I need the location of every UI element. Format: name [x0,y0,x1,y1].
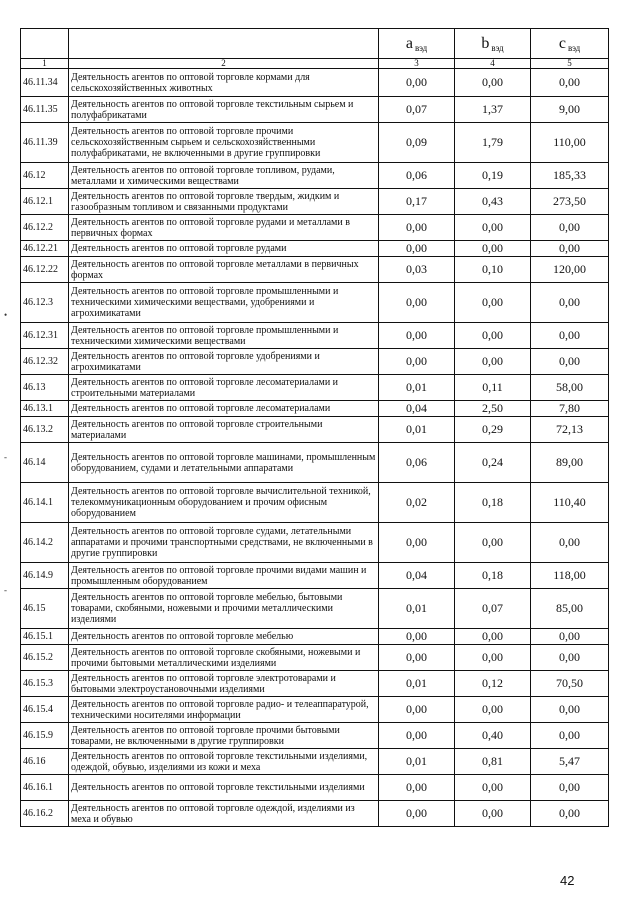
table-row [21,723,609,749]
row-value-a: 0,01 [379,589,455,629]
column-number: 5 [531,59,609,69]
row-value-a: 0,17 [379,189,455,215]
table-row [21,69,609,97]
row-name: Деятельность агентов по оптовой торговле рудами [69,241,379,257]
table-row [21,97,609,123]
row-value-a: 0,00 [379,629,455,645]
row-code: 46.16 [21,749,69,775]
row-value-c: 0,00 [531,349,609,375]
margin-mark: - [4,452,7,462]
row-value-c: 5,47 [531,749,609,775]
row-name: Деятельность агентов по оптовой торговле удобрениями и агрохимикатами [69,349,379,375]
row-code: 46.14.1 [21,483,69,523]
row-value-b: 1,37 [455,97,531,123]
table-row [21,323,609,349]
row-code: 46.14.2 [21,523,69,563]
row-name: Деятельность агентов по оптовой торговле электротоварами и бытовыми электроустановочными изделиями [69,671,379,697]
row-code: 46.15.4 [21,697,69,723]
row-code: 46.12.3 [21,283,69,323]
row-name: Деятельность агентов по оптовой торговле текстильными изделиями, одеждой, обувью, изделиями из кожи и меха [69,749,379,775]
row-code: 46.12.22 [21,257,69,283]
row-name: Деятельность агентов по оптовой торговле прочими видами машин и промышленным оборудованием [69,563,379,589]
header-c [531,29,609,59]
row-code: 46.12 [21,163,69,189]
row-value-c: 0,00 [531,723,609,749]
row-name: Деятельность агентов по оптовой торговле скобяными, ножевыми и прочими бытовыми металлическими изделиями [69,645,379,671]
table-row [21,443,609,483]
header-b-label: b [481,34,490,52]
row-name: Деятельность агентов по оптовой торговле металлами в первичных формах [69,257,379,283]
table-row [21,629,609,645]
row-value-c: 120,00 [531,257,609,283]
row-value-c: 0,00 [531,69,609,97]
row-value-c: 0,00 [531,215,609,241]
row-code: 46.13 [21,375,69,401]
row-code: 46.11.35 [21,97,69,123]
row-value-a: 0,06 [379,443,455,483]
row-value-a: 0,04 [379,401,455,417]
table-row [21,523,609,563]
row-code: 46.14.9 [21,563,69,589]
row-value-b: 0,12 [455,671,531,697]
row-value-a: 0,00 [379,69,455,97]
row-value-a: 0,00 [379,801,455,827]
row-code: 46.15.1 [21,629,69,645]
header-b [455,29,531,59]
row-code: 46.15 [21,589,69,629]
table-row [21,775,609,801]
row-value-c: 110,00 [531,123,609,163]
row-name: Деятельность агентов по оптовой торговле текстильным сырьем и полуфабрикатами [69,97,379,123]
header-a [379,29,455,59]
table-row [21,671,609,697]
row-value-b: 0,00 [455,697,531,723]
row-value-b: 0,18 [455,563,531,589]
row-value-b: 1,79 [455,123,531,163]
row-value-c: 0,00 [531,801,609,827]
table-row [21,283,609,323]
row-code: 46.11.34 [21,69,69,97]
table-row [21,483,609,523]
row-value-b: 0,07 [455,589,531,629]
table-row [21,189,609,215]
row-value-b: 0,00 [455,241,531,257]
table-row [21,749,609,775]
row-value-b: 2,50 [455,401,531,417]
table-row [21,215,609,241]
row-value-c: 0,00 [531,697,609,723]
row-value-b: 0,24 [455,443,531,483]
row-value-a: 0,00 [379,723,455,749]
row-value-a: 0,01 [379,749,455,775]
row-value-c: 72,13 [531,417,609,443]
column-number: 3 [379,59,455,69]
row-value-c: 7,80 [531,401,609,417]
table-row [21,801,609,827]
row-value-b: 0,10 [455,257,531,283]
row-value-c: 85,00 [531,589,609,629]
row-value-a: 0,00 [379,283,455,323]
header-name [69,29,379,59]
row-value-c: 185,33 [531,163,609,189]
row-value-b: 0,00 [455,323,531,349]
row-value-a: 0,02 [379,483,455,523]
table-row [21,645,609,671]
table-row [21,589,609,629]
row-value-c: 0,00 [531,775,609,801]
row-value-a: 0,00 [379,775,455,801]
row-value-a: 0,03 [379,257,455,283]
row-name: Деятельность агентов по оптовой торговле мебелью, бытовыми товарами, скобяными, ножевыми и прочими металлическими изделиями [69,589,379,629]
row-value-b: 0,00 [455,349,531,375]
row-value-c: 273,50 [531,189,609,215]
row-value-b: 0,40 [455,723,531,749]
row-name: Деятельность агентов по оптовой торговле радио- и телеаппаратурой, техническими носителями информации [69,697,379,723]
row-code: 46.12.21 [21,241,69,257]
header-c-label: c [558,34,566,52]
row-value-a: 0,00 [379,323,455,349]
row-code: 46.12.32 [21,349,69,375]
column-number: 2 [69,59,379,69]
row-value-b: 0,43 [455,189,531,215]
row-code: 46.15.3 [21,671,69,697]
header-a-label: a [405,34,413,52]
document-page [20,28,608,827]
row-name: Деятельность агентов по оптовой торговле вычислительной техникой, телекоммуникационным оборудованием и прочим офисным оборудованием [69,483,379,523]
table-row [21,349,609,375]
table-row [21,563,609,589]
row-value-b: 0,29 [455,417,531,443]
table-row [21,257,609,283]
row-code: 46.12.1 [21,189,69,215]
row-value-a: 0,00 [379,241,455,257]
header-code [21,29,69,59]
row-code: 46.13.1 [21,401,69,417]
table-body [21,69,609,827]
row-value-c: 0,00 [531,323,609,349]
header-b-subscript: вэд [491,42,504,53]
row-value-a: 0,00 [379,523,455,563]
table-row [21,417,609,443]
row-value-b: 0,81 [455,749,531,775]
table-row [21,241,609,257]
row-value-a: 0,09 [379,123,455,163]
column-number: 1 [21,59,69,69]
row-name: Деятельность агентов по оптовой торговле машинами, промышленным оборудованием, судами и летательными аппаратами [69,443,379,483]
row-value-b: 0,11 [455,375,531,401]
table-row [21,163,609,189]
row-value-c: 89,00 [531,443,609,483]
row-code: 46.15.9 [21,723,69,749]
row-value-b: 0,00 [455,645,531,671]
column-number: 4 [455,59,531,69]
row-value-b: 0,00 [455,523,531,563]
row-name: Деятельность агентов по оптовой торговле одеждой, изделиями из меха и обувью [69,801,379,827]
table-row [21,697,609,723]
row-value-c: 70,50 [531,671,609,697]
row-name: Деятельность агентов по оптовой торговле промышленными и техническими химическими веществами, удобрениями и агрохимикатами [69,283,379,323]
row-code: 46.12.31 [21,323,69,349]
row-value-a: 0,00 [379,697,455,723]
row-name: Деятельность агентов по оптовой торговле рудами и металлами в первичных формах [69,215,379,241]
row-value-b: 0,19 [455,163,531,189]
table-row [21,375,609,401]
row-value-c: 0,00 [531,241,609,257]
row-value-c: 9,00 [531,97,609,123]
column-number-row [21,59,609,69]
row-value-c: 0,00 [531,523,609,563]
row-value-a: 0,00 [379,645,455,671]
row-value-c: 0,00 [531,629,609,645]
row-value-a: 0,04 [379,563,455,589]
row-name: Деятельность агентов по оптовой торговле прочими бытовыми товарами, не включенными в другие группировки [69,723,379,749]
row-name: Деятельность агентов по оптовой торговле текстильными изделиями [69,775,379,801]
table-row [21,401,609,417]
table-header-row [21,29,609,59]
row-value-c: 118,00 [531,563,609,589]
row-value-b: 0,00 [455,69,531,97]
row-value-a: 0,06 [379,163,455,189]
row-value-b: 0,18 [455,483,531,523]
row-name: Деятельность агентов по оптовой торговле мебелью [69,629,379,645]
header-c-subscript: вэд [567,42,581,53]
row-name: Деятельность агентов по оптовой торговле твердым, жидким и газообразным топливом и связанными продуктами [69,189,379,215]
row-value-c: 0,00 [531,645,609,671]
row-value-b: 0,00 [455,215,531,241]
row-value-c: 0,00 [531,283,609,323]
row-name: Деятельность агентов по оптовой торговле лесоматериалами [69,401,379,417]
row-code: 46.13.2 [21,417,69,443]
table-row [21,123,609,163]
row-value-c: 110,40 [531,483,609,523]
row-code: 46.14 [21,443,69,483]
row-code: 46.12.2 [21,215,69,241]
row-name: Деятельность агентов по оптовой торговле топливом, рудами, металлами и химическими веществами [69,163,379,189]
row-value-a: 0,01 [379,671,455,697]
header-a-subscript: вэд [414,42,428,53]
row-code: 46.15.2 [21,645,69,671]
row-value-b: 0,00 [455,801,531,827]
row-value-b: 0,00 [455,775,531,801]
row-value-c: 58,00 [531,375,609,401]
row-value-a: 0,00 [379,215,455,241]
row-value-b: 0,00 [455,629,531,645]
row-name: Деятельность агентов по оптовой торговле прочими сельскохозяйственным сырьем и сельскохозяйственными полуфабрикатами, не включенными в другие группировки [69,123,379,163]
row-name: Деятельность агентов по оптовой торговле строительными материалами [69,417,379,443]
row-code: 46.11.39 [21,123,69,163]
row-name: Деятельность агентов по оптовой торговле лесоматериалами и строительными материалами [69,375,379,401]
row-name: Деятельность агентов по оптовой торговле промышленными и техническими химическими веществами [69,323,379,349]
page-number: 42 [560,873,575,888]
row-name: Деятельность агентов по оптовой торговле кормами для сельскохозяйственных животных [69,69,379,97]
row-value-b: 0,00 [455,283,531,323]
row-value-a: 0,00 [379,349,455,375]
row-value-a: 0,07 [379,97,455,123]
margin-mark: - [4,585,7,595]
row-name: Деятельность агентов по оптовой торговле судами, летательными аппаратами и прочими транспортными средствами, не включенными в другие группировки [69,523,379,563]
row-value-a: 0,01 [379,375,455,401]
row-code: 46.16.1 [21,775,69,801]
row-value-a: 0,01 [379,417,455,443]
row-code: 46.16.2 [21,801,69,827]
coefficients-table [20,28,609,827]
margin-mark: • [4,310,8,320]
